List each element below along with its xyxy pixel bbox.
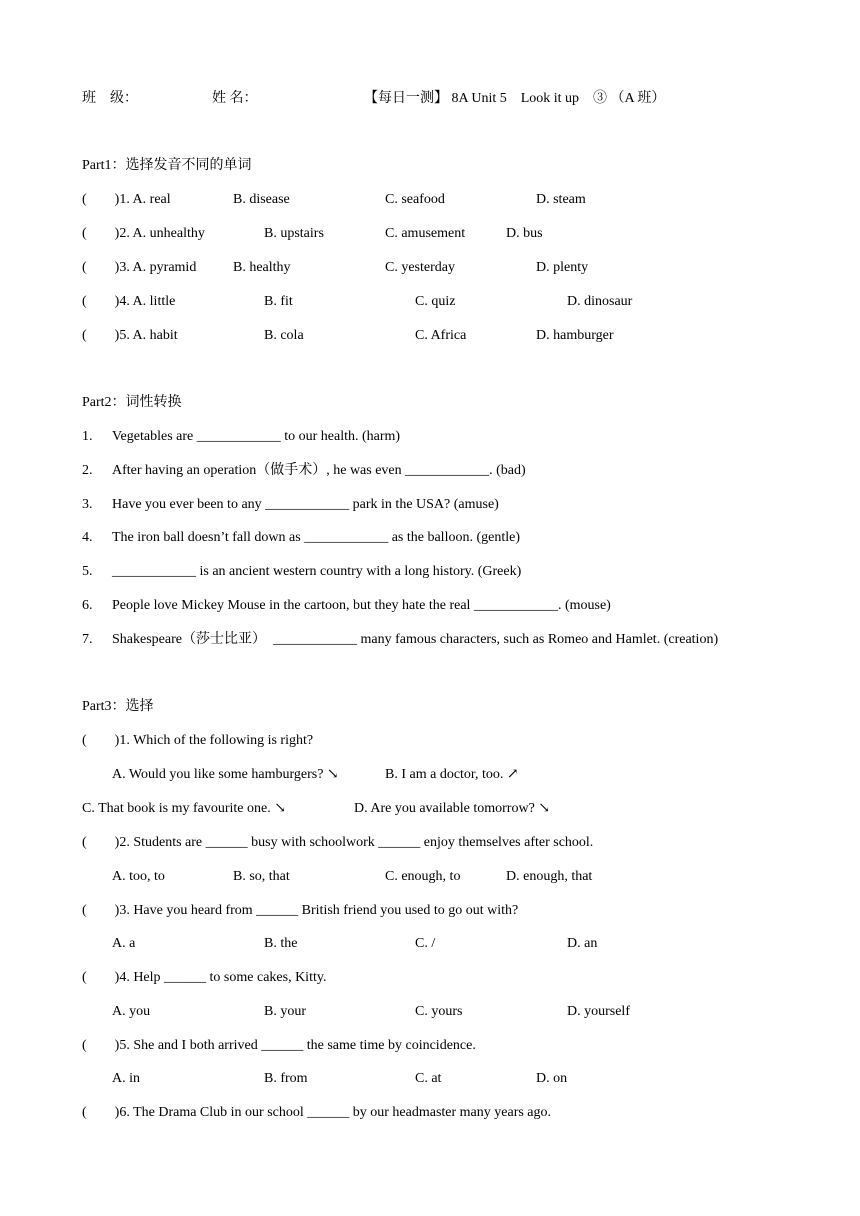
- item-number: 5.: [82, 564, 93, 579]
- part3-q2-options: [82, 866, 820, 888]
- option-c: C. seafood: [385, 192, 445, 207]
- part3-title: Part3：选择: [82, 699, 154, 714]
- part2-item-5: [82, 561, 820, 583]
- option-c: C. amusement: [385, 226, 466, 241]
- option-b: B. your: [264, 1004, 306, 1019]
- option-c: C. That book is my favourite one. ↘: [82, 801, 286, 816]
- option-d: D. steam: [536, 192, 586, 207]
- option-a: A. you: [112, 1004, 151, 1019]
- part3-q3-stem: [82, 900, 820, 922]
- option-b: B. fit: [264, 294, 293, 309]
- item-number: 1.: [82, 429, 93, 444]
- question-stem: ( )3. Have you heard from ______ British friend you used to go out with?: [82, 903, 519, 918]
- part3-q4-stem: [82, 967, 820, 989]
- part2-item-4: [82, 527, 820, 549]
- question-stem: ( )2. Students are ______ busy with schoolwork ______ enjoy themselves after school.: [82, 835, 594, 850]
- item-number: 3.: [82, 497, 93, 512]
- question-stem: ( )4. Help ______ to some cakes, Kitty.: [82, 970, 327, 985]
- part3-q5-options: [82, 1068, 820, 1090]
- option-a: A. Would you like some hamburgers? ↘: [112, 767, 339, 782]
- class-label: 班 级：: [82, 91, 138, 106]
- question-stem: ( )1. Which of the following is right?: [82, 733, 314, 748]
- option-d: D. enough, that: [506, 869, 593, 884]
- part1-item-2: [82, 223, 820, 245]
- part3-q4-options: [82, 1001, 820, 1023]
- option-b: B. from: [264, 1071, 308, 1086]
- item-text: People love Mickey Mouse in the cartoon, but they hate the real ____________. (mouse): [112, 598, 611, 613]
- part3-q5-stem: [82, 1035, 820, 1057]
- part3-q6-stem: [82, 1102, 820, 1124]
- option-c: C. /: [415, 936, 436, 951]
- item-text: ____________ is an ancient western country with a long history. (Greek): [112, 564, 522, 579]
- item-stem: ( )2. A. unhealthy: [82, 226, 205, 241]
- part3-q1-options-cd: [82, 798, 820, 820]
- item-stem: ( )3. A. pyramid: [82, 260, 197, 275]
- item-number: 2.: [82, 463, 93, 478]
- item-text: Have you ever been to any ____________ park in the USA? (amuse): [112, 497, 499, 512]
- option-d: D. plenty: [536, 260, 589, 275]
- item-text: Shakespeare（莎士比亚） ____________ many famous characters, such as Romeo and Hamlet. (creation): [112, 632, 719, 647]
- option-c: C. Africa: [415, 328, 467, 343]
- item-stem: ( )5. A. habit: [82, 328, 178, 343]
- item-text: Vegetables are ____________ to our health. (harm): [112, 429, 401, 444]
- item-text: The iron ball doesn’t fall down as ____________ as the balloon. (gentle): [112, 530, 520, 545]
- item-number: 4.: [82, 530, 93, 545]
- item-number: 6.: [82, 598, 93, 613]
- part3-q2-stem: [82, 832, 820, 854]
- question-stem: ( )5. She and I both arrived ______ the same time by coincidence.: [82, 1038, 476, 1053]
- option-d: D. Are you available tomorrow? ↘: [354, 801, 551, 816]
- item-number: 7.: [82, 632, 93, 647]
- part2-item-3: [82, 494, 820, 516]
- part1-item-3: [82, 257, 820, 279]
- option-b: B. cola: [264, 328, 304, 343]
- item-stem: ( )4. A. little: [82, 294, 176, 309]
- part3-q3-options: [82, 933, 820, 955]
- page-title: 【每日一测】 8A Unit 5 Look it up ③ （A 班）: [364, 91, 666, 106]
- option-c: C. enough, to: [385, 869, 461, 884]
- part2-item-2: [82, 460, 820, 482]
- header: [82, 88, 820, 110]
- item-text: After having an operation（做手术）, he was even ____________. (bad): [112, 463, 526, 478]
- name-label: 姓 名：: [212, 91, 258, 106]
- part3-q1-stem: [82, 730, 820, 752]
- option-d: D. yourself: [567, 1004, 630, 1019]
- option-c: C. yours: [415, 1004, 463, 1019]
- option-d: D. hamburger: [536, 328, 614, 343]
- question-stem: ( )6. The Drama Club in our school ______ by our headmaster many years ago.: [82, 1105, 552, 1120]
- part2-title: Part2：词性转换: [82, 395, 182, 410]
- option-d: D. dinosaur: [567, 294, 633, 309]
- item-stem: ( )1. A. real: [82, 192, 171, 207]
- option-a: A. too, to: [112, 869, 165, 884]
- option-a: A. in: [112, 1071, 140, 1086]
- option-b: B. so, that: [233, 869, 290, 884]
- option-c: C. at: [415, 1071, 442, 1086]
- part1-item-4: [82, 291, 820, 313]
- option-a: A. a: [112, 936, 136, 951]
- option-d: D. bus: [506, 226, 543, 241]
- part2-item-6: [82, 595, 820, 617]
- option-b: B. disease: [233, 192, 290, 207]
- option-b: B. the: [264, 936, 298, 951]
- part1-item-1: [82, 189, 820, 211]
- option-b: B. upstairs: [264, 226, 324, 241]
- part2-item-1: [82, 426, 820, 448]
- part1-item-5: [82, 325, 820, 347]
- part2-item-7: [82, 629, 820, 651]
- option-b: B. I am a doctor, too. ↗: [385, 767, 519, 782]
- option-c: C. quiz: [415, 294, 456, 309]
- option-b: B. healthy: [233, 260, 291, 275]
- part1-title: Part1：选择发音不同的单词: [82, 158, 252, 173]
- part3-q1-options-ab: [82, 764, 820, 786]
- option-d: D. on: [536, 1071, 568, 1086]
- option-d: D. an: [567, 936, 598, 951]
- option-c: C. yesterday: [385, 260, 455, 275]
